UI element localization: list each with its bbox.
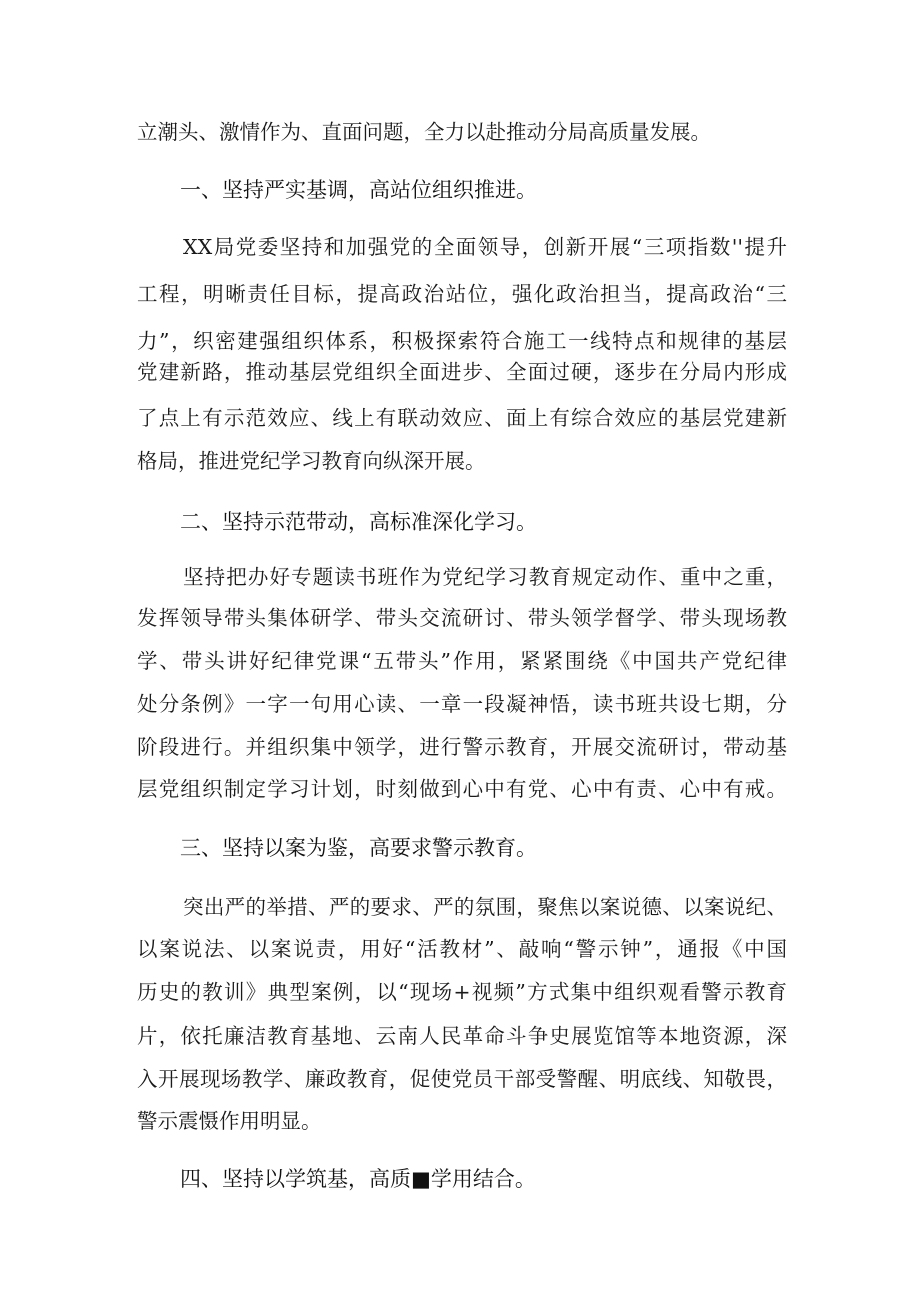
section-2-line: 阶段进行。并组织集中领学，进行警示教育，开展交流研讨，带动基 bbox=[137, 735, 787, 759]
section-3-line: 片，依托廉洁教育基地、云南人民革命斗争史展览馆等本地资源，深 bbox=[137, 1024, 787, 1048]
section-1-line: 党建新路，推动基层党组织全面进步、全面过硬，逐步在分局内形成 bbox=[137, 360, 787, 384]
section-heading-3: 三、坚持以案为鉴，高要求警示教育。 bbox=[180, 836, 537, 860]
section-heading-4: 四、坚持以学筑基，高质■学用结合。 bbox=[180, 1167, 536, 1191]
section-3-line: 突出严的举措、严的要求、严的氛围，聚焦以案说德、以案说纪、 bbox=[183, 895, 787, 919]
section-2-line: 坚持把办好专题读书班作为党纪学习教育规定动作、重中之重， bbox=[183, 565, 787, 589]
section-heading-2: 二、坚持示范带动，高标准深化学习。 bbox=[180, 510, 537, 534]
section-2-line: 层党组织制定学习计划，时刻做到心中有党、心中有责、心中有戒。 bbox=[137, 777, 787, 801]
section-1-line: 工程，明晰责任目标，提高政治站位，强化政治担当，提高政治“三 bbox=[137, 282, 787, 306]
section-3-line: 警示震慑作用明显。 bbox=[137, 1109, 322, 1133]
section-1-line: 格局，推进党纪学习教育向纵深开展。 bbox=[137, 449, 486, 473]
section-1-line: 力”，织密建强组织体系，积极探索符合施工一线特点和规律的基层 bbox=[137, 329, 787, 353]
section-heading-1: 一、坚持严实基调，高站位组织推进。 bbox=[180, 178, 537, 202]
section-3-line: 历史的教训》典型案例，以“现场+视频”方式集中组织观看警示教育 bbox=[137, 980, 787, 1004]
intro-paragraph-line: 立潮头、激情作为、直面问题，全力以赴推动分局高质量发展。 bbox=[137, 120, 711, 144]
section-2-line: 处分条例》一字一句用心读、一章一段凝神悟，读书班共设七期，分 bbox=[137, 692, 787, 716]
section-2-line: 学、带头讲好纪律党课“五带头”作用，紧紧围绕《中国共产党纪律 bbox=[137, 649, 787, 673]
section-2-line: 发挥领导带头集体研学、带头交流研讨、带头领学督学、带头现场教 bbox=[137, 606, 787, 630]
section-3-line: 以案说法、以案说责，用好“活教材”、敲响“警示钟”，通报《中国 bbox=[137, 937, 787, 961]
section-1-line: XX局党委坚持和加强党的全面领导，创新开展“三项指数''提升 bbox=[183, 235, 787, 259]
section-3-line: 入开展现场教学、廉政教育，促使党员干部受警醒、明底线、知敬畏， bbox=[137, 1067, 787, 1091]
section-1-line: 了点上有示范效应、线上有联动效应、面上有综合效应的基层党建新 bbox=[137, 406, 787, 430]
